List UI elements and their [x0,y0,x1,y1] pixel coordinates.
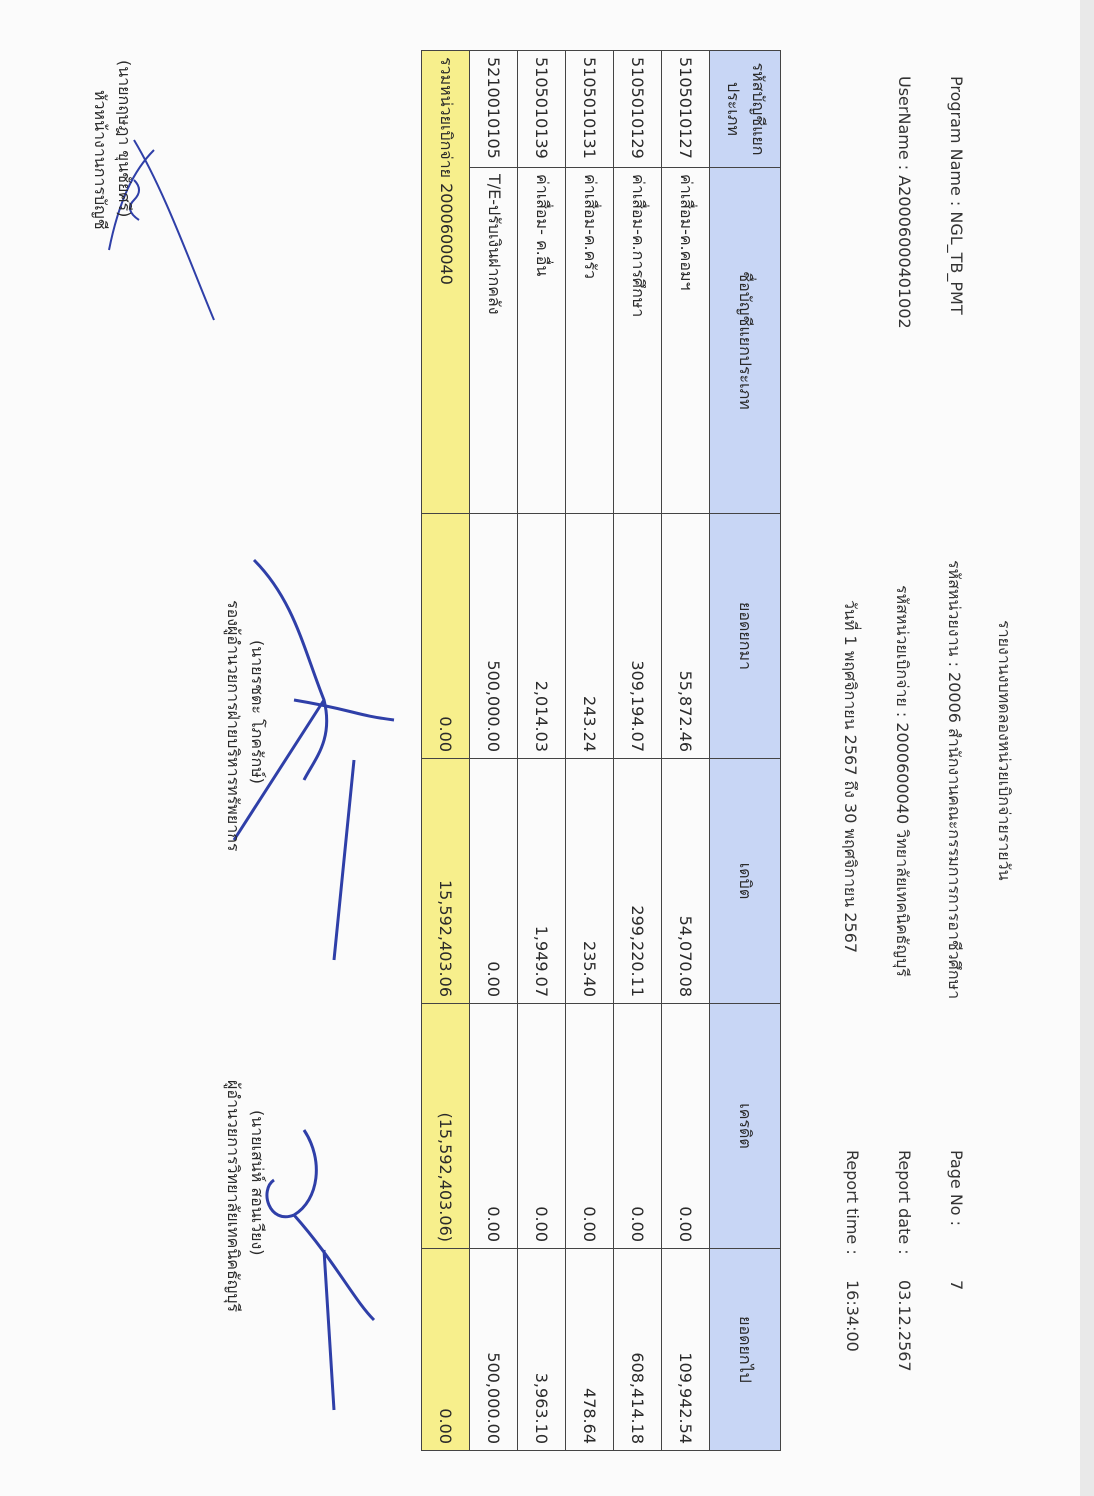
carried-forward: 500,000.00 [470,1249,518,1451]
signature-title-accounting: หัวหน้างานการบัญชี [91,90,110,230]
user-name: UserName : A2000600040​1002 [895,76,914,329]
header-account-name: ชื่อบัญชีแยกประเภท [710,168,781,514]
account-code: 5105010127 [662,51,710,168]
account-code: 5210010105 [470,51,518,168]
signature-title-director: ผู้อำนวยการวิทยาลัยเทคนิคธัญบุรี [224,1080,243,1313]
account-code: 5105010139 [518,51,566,168]
total-credit: (15,592,403.06) [422,1004,470,1249]
debit: 0.00 [470,759,518,1004]
signature-mark-director [267,1130,374,1410]
header-carried-forward: ยอดยกไป [710,1249,781,1451]
account-code: 5105010131 [566,51,614,168]
account-name: ค่าเสื่อม-ค.คอมฯ [662,168,710,514]
credit: 0.00 [662,1004,710,1249]
agency-line: รหัสหน่วยงาน : 20006 สำนักงานคณะกรรมการการอาชีวศึกษา [945,560,964,1000]
carried-forward: 608,414.18 [614,1249,662,1451]
debit: 299,220.11 [614,759,662,1004]
account-name: ค่าเสื่อม-ค.การศึกษา [614,168,662,514]
debit: 1,949.07 [518,759,566,1004]
account-name: ค่าเสื่อม- ค.อื่น [518,168,566,514]
signature-name-director: (นายเสน่ห์ สอนเวียง) [248,1110,267,1256]
credit: 0.00 [614,1004,662,1249]
credit: 0.00 [518,1004,566,1249]
header-account-code: รหัสบัญชีแยกประเภท [710,51,781,168]
page-no-label: Page No : [947,1150,966,1227]
brought-forward: 500,000.00 [470,514,518,759]
signature-name-accounting: (นายกฤษฎา ขุนชัยศรี) [115,60,134,218]
signature-title-deputy: รองผู้อำนวยการฝ่ายบริหารทรัพยากร [224,600,243,852]
report-time-label: Report time : [843,1150,862,1255]
brought-forward: 243.24 [566,514,614,759]
total-label: รวมหน่วยเบิกจ่าย 2000600040 [422,51,470,514]
total-brought-forward: 0.00 [422,514,470,759]
carried-forward: 3,963.10 [518,1249,566,1451]
page-no-value: 7 [947,1280,966,1291]
credit: 0.00 [566,1004,614,1249]
header-debit: เดบิต [710,759,781,1004]
report-title: รายงานงบทดลองหน่วยเบิกจ่ายรายวัน [995,620,1014,881]
account-name: T/E-ปรับเงินฝากคลัง [470,168,518,514]
report-date-label: Report date : [895,1150,914,1255]
unit-line: รหัสหน่วยเบิกจ่าย : 2000600040 วิทยาลัยเทคนิคธัญบุรี [893,585,912,977]
credit: 0.00 [470,1004,518,1249]
carried-forward: 478.64 [566,1249,614,1451]
total-carried-forward: 0.00 [422,1249,470,1451]
header-brought-forward: ยอดยกมา [710,514,781,759]
header-credit: เครดิต [710,1004,781,1249]
account-name: ค่าเสื่อม-ค.ครัว [566,168,614,514]
brought-forward: 309,194.07 [614,514,662,759]
brought-forward: 2,014.03 [518,514,566,759]
brought-forward: 55,872.46 [662,514,710,759]
carried-forward: 109,942.54 [662,1249,710,1451]
debit: 235.40 [566,759,614,1004]
signature-name-deputy: (นายรชตะ โภครักษ์) [248,640,267,784]
report-date-value: 03.12.2567 [895,1280,914,1372]
total-debit: 15,592,403.06 [422,759,470,1004]
program-name: Program Name : NGL_TB_PMT [947,76,966,315]
account-code: 5105010129 [614,51,662,168]
debit: 54,070.08 [662,759,710,1004]
date-range: วันที่ 1 พฤศจิกายน 2567 ถึง 30 พฤศจิกายน 2567 [841,600,860,954]
report-time-value: 16:34:00 [843,1280,862,1352]
